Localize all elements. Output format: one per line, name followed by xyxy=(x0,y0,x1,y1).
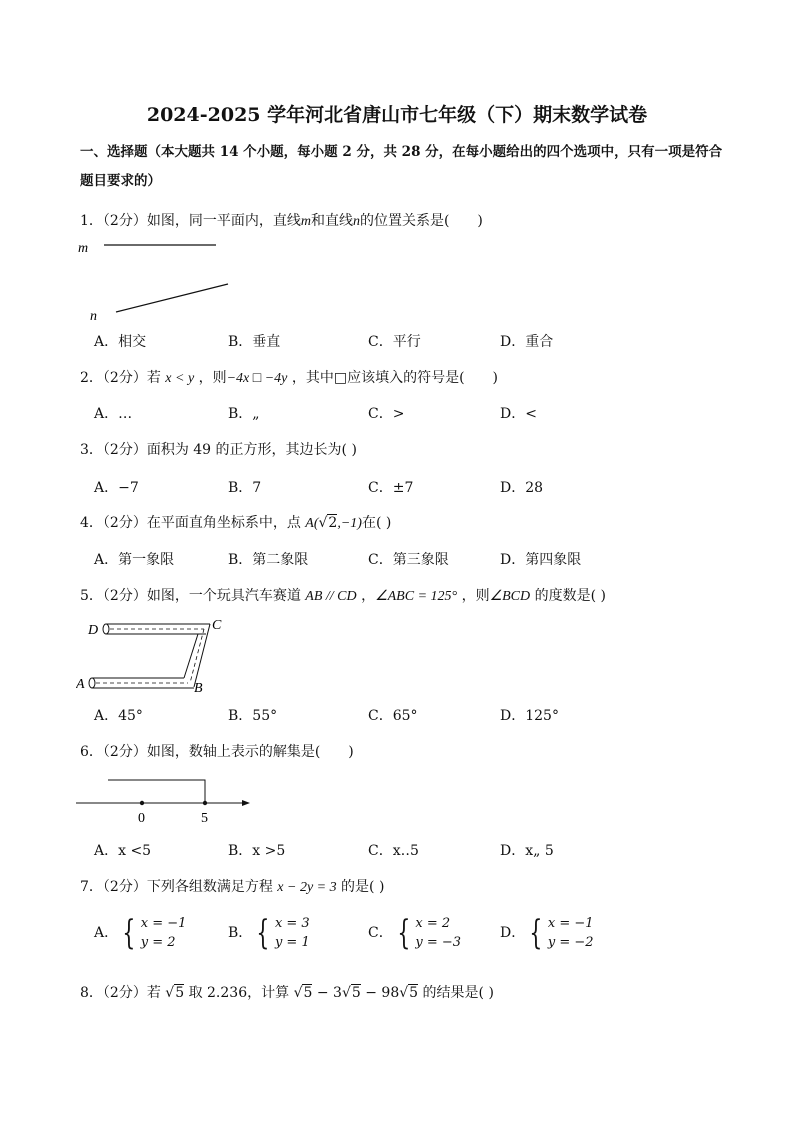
option-a[interactable]: A．45° xyxy=(94,708,143,724)
question-8-stem: 8．（2分）若 √5 取 2.236，计算 √5 − 3√5 − 98√5 的结果是( ) xyxy=(80,985,494,1001)
option-a[interactable]: A．第一象限 xyxy=(94,552,175,568)
label-five: 5 xyxy=(201,811,208,826)
question-3-stem: 3．（2分）面积为 49 的正方形，其边长为( ) xyxy=(80,442,357,458)
option-c[interactable]: C．平行 xyxy=(368,334,421,350)
option-b[interactable]: B．x >5 xyxy=(228,843,286,859)
question-6-number-line xyxy=(74,772,254,828)
label-d: D xyxy=(88,623,99,638)
option-a[interactable]: A． { x = −1 y = 2 xyxy=(94,913,187,953)
option-c[interactable]: C．> xyxy=(368,406,405,422)
question-1-stem: 1．（2分）如图，同一平面内，直线m和直线n的位置关系是( ) xyxy=(80,213,483,229)
option-a[interactable]: A．x <5 xyxy=(94,843,152,859)
option-d[interactable]: D．28 xyxy=(500,480,544,496)
solution-range-bracket xyxy=(108,780,205,802)
option-a[interactable]: A．… xyxy=(94,406,133,422)
option-b[interactable]: B． { x = 3 y = 1 xyxy=(228,913,310,953)
option-d[interactable]: D．125° xyxy=(500,708,559,724)
option-a[interactable]: A．相交 xyxy=(94,334,147,350)
section-heading xyxy=(80,138,730,196)
label-c: C xyxy=(212,618,222,633)
option-a[interactable]: A．−7 xyxy=(94,480,139,496)
sqrt-symbol: √ xyxy=(318,515,328,531)
brace-icon: { xyxy=(529,913,543,953)
brace-icon: { xyxy=(256,913,270,953)
question-2-stem: 2．（2分）若 x < y ，则−4x □ −4y ，其中□应该填入的符号是( ) xyxy=(80,370,498,386)
option-b[interactable]: B．7 xyxy=(228,480,262,496)
tick-five xyxy=(203,801,207,805)
track-slant-edge2 xyxy=(184,634,198,678)
label-a: A xyxy=(76,677,85,692)
section-heading-line2: 题目要求的） xyxy=(80,173,161,189)
tick-zero xyxy=(140,801,144,805)
option-b[interactable]: B．垂直 xyxy=(228,334,281,350)
question-5-stem: 5．（2分）如图，一个玩具汽车赛道 AB // CD ，∠ABC = 125° ，则∠BCD 的度数是( ) xyxy=(80,588,606,604)
question-7-stem: 7．（2分）下列各组数满足方程 x − 2y = 3 的是( ) xyxy=(80,879,385,895)
option-c[interactable]: C．第三象限 xyxy=(368,552,449,568)
brace-icon: { xyxy=(397,913,411,953)
question-1-figure xyxy=(76,232,236,327)
label-b: B xyxy=(194,681,203,696)
option-d[interactable]: D．重合 xyxy=(500,334,554,350)
label-zero: 0 xyxy=(138,811,145,826)
option-b[interactable]: B．55° xyxy=(228,708,278,724)
page-title: 2024-2025 学年河北省唐山市七年级（下）期末数学试卷 xyxy=(146,104,648,126)
option-b[interactable]: B．第二象限 xyxy=(228,552,309,568)
option-d[interactable]: D．x„ 5 xyxy=(500,843,554,859)
section-heading-line1: 一、选择题（本大题共 14 个小题，每小题 2 分，共 28 分，在每小题给出的四个选项中，只有一项是符合 xyxy=(80,144,723,160)
line-n xyxy=(116,284,228,312)
track-slant-edge xyxy=(194,624,210,687)
label-n: n xyxy=(90,309,97,324)
option-d[interactable]: D．第四象限 xyxy=(500,552,582,568)
option-d[interactable]: D． { x = −1 y = −2 xyxy=(500,913,594,953)
option-c[interactable]: C．x‥5 xyxy=(368,843,419,859)
option-b[interactable]: B．„ xyxy=(228,406,260,422)
axis-arrow xyxy=(242,800,250,806)
option-c[interactable]: C．65° xyxy=(368,708,418,724)
question-5-figure xyxy=(76,615,236,699)
question-4-stem: 4．（2分）在平面直角坐标系中，点 A(√2,−1)在( ) xyxy=(80,515,392,531)
label-m: m xyxy=(78,241,89,256)
track-end-a xyxy=(89,678,95,688)
question-6-stem: 6．（2分）如图，数轴上表示的解集是( ) xyxy=(80,744,354,760)
option-c[interactable]: C． { x = 2 y = −3 xyxy=(368,913,462,953)
brace-icon: { xyxy=(122,913,136,953)
option-d[interactable]: D．< xyxy=(500,406,537,422)
option-c[interactable]: C．±7 xyxy=(368,480,414,496)
track-end-d xyxy=(103,624,109,634)
